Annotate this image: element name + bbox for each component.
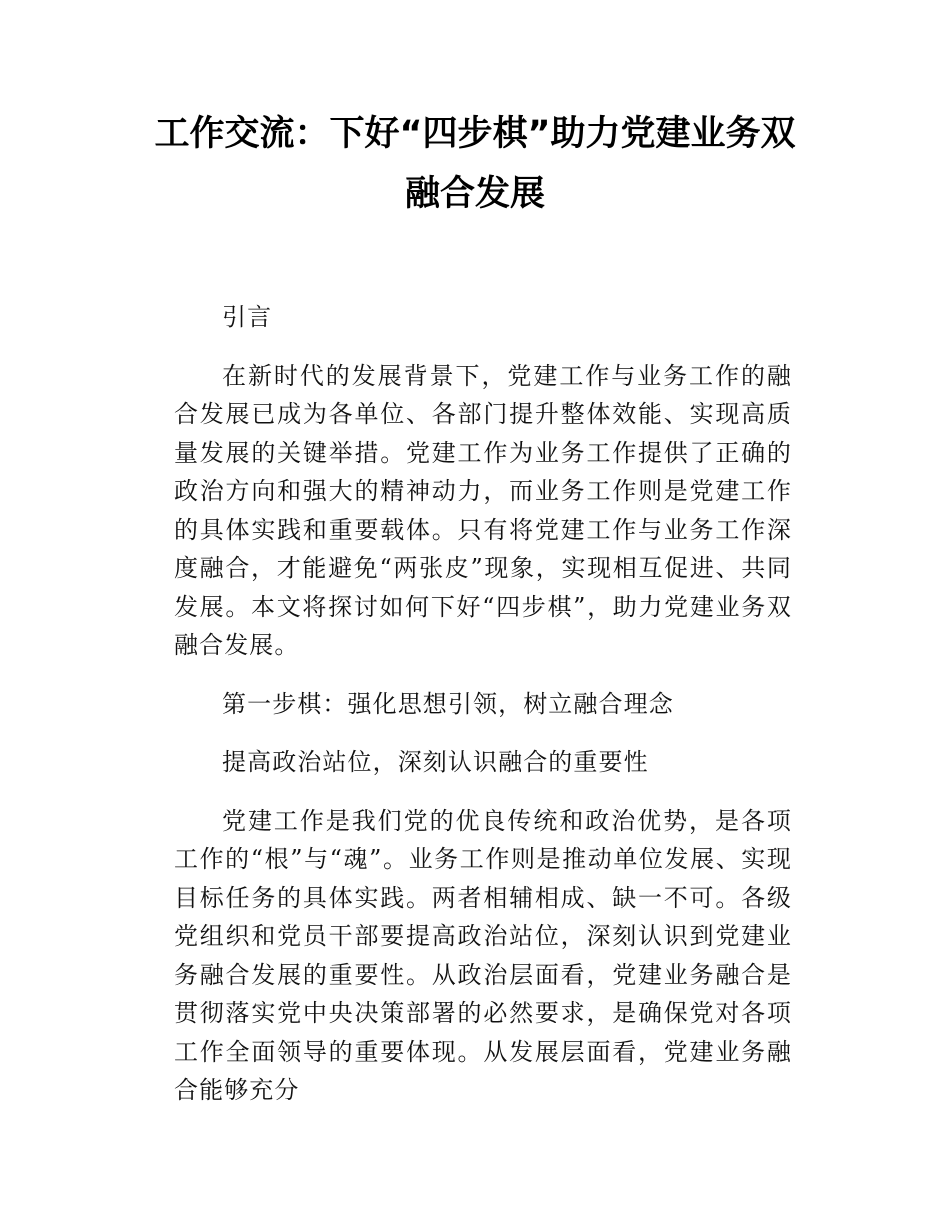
title-line-1: 工作交流：下好“四步棋”助力党建业务双: [154, 114, 796, 154]
subheading-political-standing: 提高政治站位，深刻认识融合的重要性: [222, 748, 649, 776]
paragraph-political-standing: 党建工作是我们党的优良传统和政治优势，是各项工作的“根”与“魂”。业务工作则是推动单位发展、实现目标任务的具体实践。两者相辅相成、缺一不可。各级党组织和党员干部要提高政治站位，深刻认识到党建业务融合发展的重要性。从政治层面看，党建业务融合是贯彻落实党中央决策部署的必然要求，是确保党对各项工作全面领导的重要体现。从发展层面看，党建业务融合能够充分: [174, 806, 792, 1104]
section-heading-intro: 引言: [222, 303, 273, 331]
document-body: [174, 298, 792, 1110]
document-title: [130, 104, 820, 224]
title-line-2: 融合发展: [404, 174, 545, 214]
section-heading-step-one: 第一步棋：强化思想引领，树立融合理念: [222, 689, 674, 718]
paragraph-intro: 在新时代的发展背景下，党建工作与业务工作的融合发展已成为各单位、各部门提升整体效能、实现高质量发展的关键举措。党建工作为业务工作提供了正确的政治方向和强大的精神动力，而业务工作则是党建工作的具体实践和重要载体。只有将党建工作与业务工作深度融合，才能避免“两张皮”现象，实现相互促进、共同发展。本文将探讨如何下好“四步棋”，助力党建业务双融合发展。: [174, 361, 792, 659]
